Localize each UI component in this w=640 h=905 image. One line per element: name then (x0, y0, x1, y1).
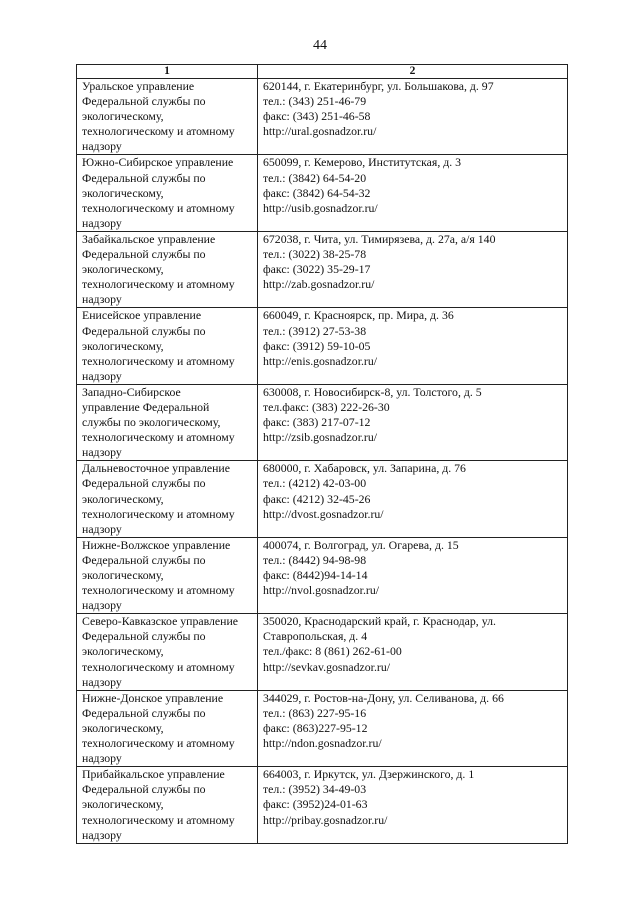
phone-text: тел.: (3912) 27-53-38 (263, 323, 367, 338)
office-name-line: Нижне-Волжское управление (82, 537, 231, 552)
page-number: 44 (313, 38, 327, 53)
office-name-line: надзору (82, 598, 122, 613)
office-name-line: технологическому и атомному (82, 430, 235, 445)
office-name-cell (77, 308, 258, 384)
office-name-line: надзору (82, 215, 122, 230)
office-name-line: службы по экологическому, (82, 415, 221, 430)
table-row (77, 461, 568, 537)
column-header-1: 1 (77, 65, 258, 79)
fax-text: факс: (343) 251-46-58 (263, 109, 371, 124)
address-text: 664003, г. Иркутск, ул. Дзержинского, д. 1 (263, 767, 475, 782)
office-name-cell (77, 690, 258, 766)
office-name-line: технологическому и атомному (82, 736, 235, 751)
office-name-line: экологическому, (82, 262, 164, 277)
office-name-line: экологическому, (82, 644, 164, 659)
website-link[interactable]: http://nvol.gosnadzor.ru/ (263, 583, 379, 598)
phone-text: тел.: (863) 227-95-16 (263, 705, 367, 720)
website-link[interactable]: http://pribay.gosnadzor.ru/ (263, 812, 388, 827)
office-name-cell (77, 461, 258, 537)
contact-info-cell (258, 461, 568, 537)
website-link[interactable]: http://dvost.gosnadzor.ru/ (263, 506, 384, 521)
office-name-cell (77, 231, 258, 307)
office-name-line: Дальневосточное управление (82, 461, 230, 476)
address-text: 650099, г. Кемерово, Институтская, д. 3 (263, 155, 462, 170)
address-text: 672038, г. Чита, ул. Тимирязева, д. 27а, а/я 140 (263, 231, 496, 246)
office-name-line: Северо-Кавказское управление (82, 614, 239, 629)
office-name-cell (77, 79, 258, 155)
office-name-line: экологическому, (82, 568, 164, 582)
office-name-line: надзору (82, 674, 122, 689)
contact-info-cell (258, 155, 568, 231)
office-directory-table (76, 64, 568, 844)
fax-text: факс: (3952)24-01-63 (263, 797, 368, 812)
office-name-line: технологическому и атомному (82, 659, 235, 674)
office-name-line: надзору (82, 368, 122, 383)
table-row (77, 384, 568, 460)
contact-info-cell (258, 537, 568, 613)
office-name-line: Федеральной службы по (82, 552, 206, 567)
office-name-line: технологическому и атомному (82, 812, 235, 827)
contact-info-cell (258, 767, 568, 843)
office-name-line: надзору (82, 751, 122, 766)
website-link[interactable]: http://enis.gosnadzor.ru/ (263, 353, 378, 368)
table-row (77, 155, 568, 231)
office-name-line: Прибайкальское управление (82, 767, 225, 782)
office-name-line: технологическому и атомному (82, 277, 235, 292)
office-name-line: экологическому, (82, 797, 164, 812)
address-text: 630008, г. Новосибирск-8, ул. Толстого, д. 5 (263, 384, 482, 399)
office-name-line: экологическому, (82, 109, 164, 124)
fax-text: факс: (3842) 64-54-32 (263, 185, 371, 200)
office-name-line: экологическому, (82, 185, 164, 200)
address-text: 680000, г. Хабаровск, ул. Запарина, д. 76 (263, 461, 466, 476)
website-link[interactable]: http://ural.gosnadzor.ru/ (263, 124, 377, 139)
phone-text: тел.: (8442) 94-98-98 (263, 552, 367, 567)
table-row (77, 614, 568, 690)
office-name-cell (77, 614, 258, 690)
office-name-line: экологическому, (82, 338, 164, 353)
office-name-line: технологическому и атомному (82, 506, 235, 521)
fax-text: факс: (4212) 32-45-26 (263, 491, 371, 506)
fax-text: факс: (3022) 35-29-17 (263, 262, 371, 277)
office-name-line: Федеральной службы по (82, 782, 206, 797)
office-name-line: Забайкальское управление (82, 231, 216, 246)
office-name-cell (77, 537, 258, 613)
website-link[interactable]: http://zab.gosnadzor.ru/ (263, 277, 375, 292)
table-header-row (77, 65, 568, 79)
office-name-line: Федеральной службы по (82, 629, 206, 644)
address-text: 400074, г. Волгоград, ул. Огарева, д. 15 (263, 537, 459, 552)
fax-text: факс: (8442)94-14-14 (263, 568, 368, 582)
office-name-line: Федеральной службы по (82, 705, 206, 720)
office-name-line: Уральское управление (82, 79, 195, 93)
office-name-line: надзору (82, 827, 122, 842)
table-row (77, 767, 568, 843)
address-text: 660049, г. Красноярск, пр. Мира, д. 36 (263, 308, 454, 323)
website-link[interactable]: http://usib.gosnadzor.ru/ (263, 200, 378, 215)
contact-info-cell (258, 384, 568, 460)
phone-text: тел.факс: (383) 222-26-30 (263, 399, 390, 414)
address-text: 344029, г. Ростов-на-Дону, ул. Селиванова, д. 66 (263, 690, 504, 705)
fax-text: факс: (863)227-95-12 (263, 720, 368, 735)
phone-text: тел.: (4212) 42-03-00 (263, 476, 367, 491)
office-name-line: Федеральной службы по (82, 170, 206, 185)
website-link[interactable]: http://sevkav.gosnadzor.ru/ (263, 659, 391, 674)
office-name-line: Енисейское управление (82, 308, 202, 323)
contact-info-cell (258, 79, 568, 155)
office-name-line: технологическому и атомному (82, 583, 235, 598)
office-name-cell (77, 384, 258, 460)
office-name-line: надзору (82, 445, 122, 460)
office-name-line: управление Федеральной (82, 399, 210, 414)
fax-text: факс: (383) 217-07-12 (263, 415, 371, 430)
office-name-line: Федеральной службы по (82, 476, 206, 491)
office-name-line: экологическому, (82, 491, 164, 506)
table-row (77, 231, 568, 307)
office-name-cell (77, 155, 258, 231)
address-text: 350020, Краснодарский край, г. Краснодар, ул. Ставропольская, д. 4 (263, 614, 496, 644)
fax-text: факс: (3912) 59-10-05 (263, 338, 371, 353)
website-link[interactable]: http://ndon.gosnadzor.ru/ (263, 736, 382, 751)
phone-text: тел./факс: 8 (861) 262-61-00 (263, 644, 402, 659)
office-name-line: технологическому и атомному (82, 353, 235, 368)
contact-info-cell (258, 308, 568, 384)
office-name-cell (77, 767, 258, 843)
office-name-line: Западно-Сибирское (82, 384, 181, 399)
office-name-line: экологическому, (82, 720, 164, 735)
phone-text: тел.: (343) 251-46-79 (263, 94, 367, 109)
office-name-line: технологическому и атомному (82, 124, 235, 139)
office-name-line: Южно-Сибирское управление (82, 155, 234, 170)
office-name-line: надзору (82, 292, 122, 307)
office-name-line: надзору (82, 521, 122, 536)
office-name-line: технологическому и атомному (82, 200, 235, 215)
phone-text: тел.: (3022) 38-25-78 (263, 247, 367, 262)
office-name-line: надзору (82, 139, 122, 154)
table-row (77, 690, 568, 766)
phone-text: тел.: (3842) 64-54-20 (263, 170, 367, 185)
table-row (77, 308, 568, 384)
office-name-line: Федеральной службы по (82, 247, 206, 262)
contact-info-cell (258, 690, 568, 766)
phone-text: тел.: (3952) 34-49-03 (263, 782, 367, 797)
column-header-2: 2 (258, 65, 568, 79)
contact-info-cell (258, 231, 568, 307)
contact-info-cell (258, 614, 568, 690)
office-name-line: Федеральной службы по (82, 323, 206, 338)
table-row (77, 79, 568, 155)
table-row (77, 537, 568, 613)
website-link[interactable]: http://zsib.gosnadzor.ru/ (263, 430, 378, 445)
office-name-line: Нижне-Донское управление (82, 690, 224, 705)
address-text: 620144, г. Екатеринбург, ул. Большакова, д. 97 (263, 79, 494, 93)
office-name-line: Федеральной службы по (82, 94, 206, 109)
